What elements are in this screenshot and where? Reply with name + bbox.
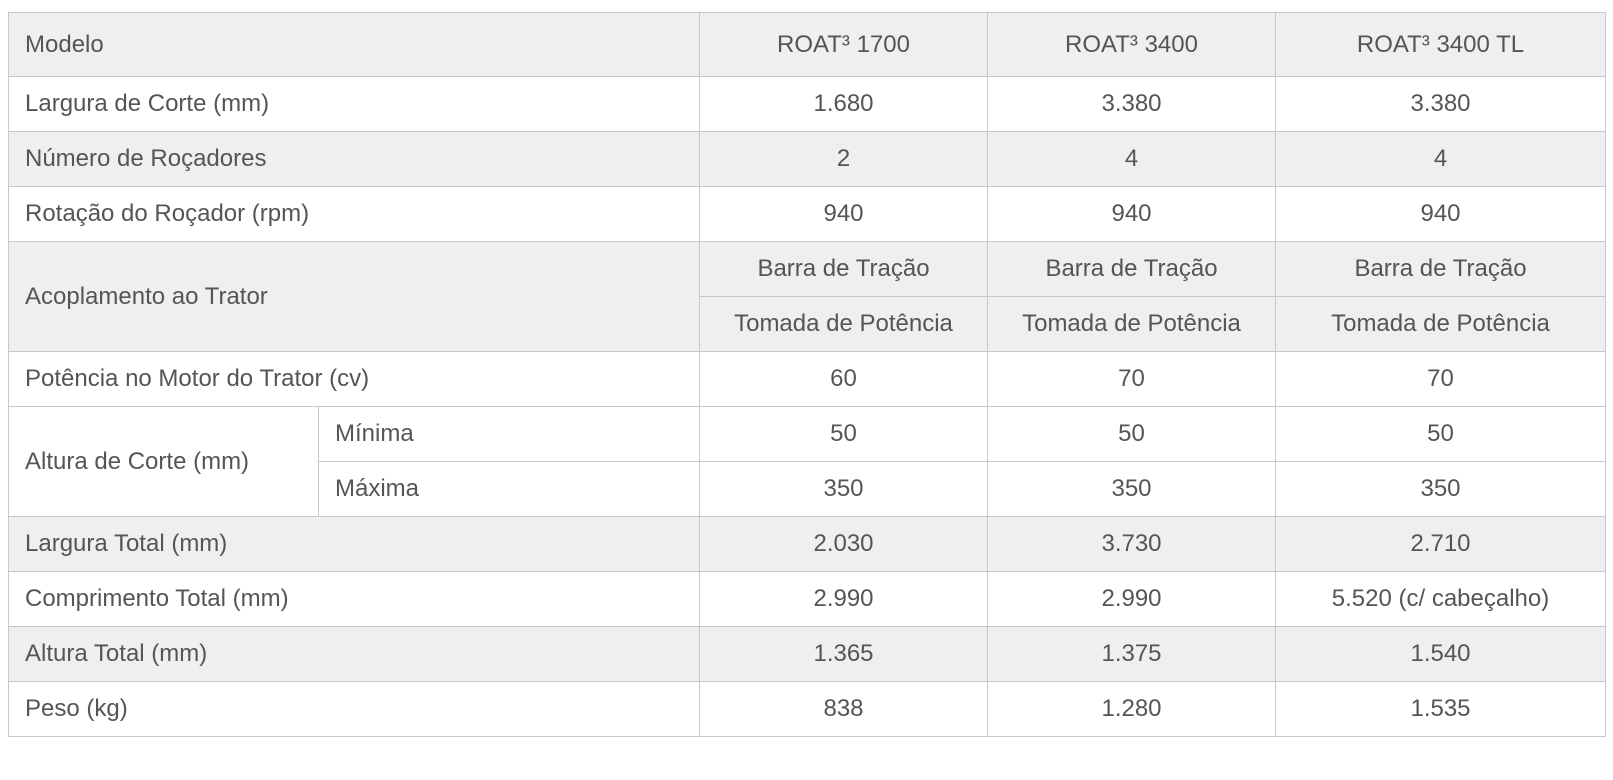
row-label: Altura de Corte (mm) [9, 407, 319, 517]
row-peso [9, 682, 1606, 737]
row-label: Potência no Motor do Trator (cv) [9, 352, 700, 407]
cell-value: 1.280 [988, 682, 1276, 737]
header-row [9, 13, 1606, 77]
cell-value: 2 [700, 132, 988, 187]
cell-value: 3.380 [1276, 77, 1606, 132]
cell-value: Tomada de Potência [988, 297, 1276, 352]
cell-value: 2.710 [1276, 517, 1606, 572]
row-label: Comprimento Total (mm) [9, 572, 700, 627]
cell-value: 1.540 [1276, 627, 1606, 682]
cell-value: 50 [700, 407, 988, 462]
cell-value: 4 [1276, 132, 1606, 187]
cell-value: 940 [700, 187, 988, 242]
cell-value: 3.380 [988, 77, 1276, 132]
cell-value: 50 [988, 407, 1276, 462]
row-rotacao [9, 187, 1606, 242]
cell-value: 2.990 [988, 572, 1276, 627]
cell-value: 838 [700, 682, 988, 737]
row-potencia [9, 352, 1606, 407]
sub-label: Máxima [319, 462, 700, 517]
cell-value: 1.535 [1276, 682, 1606, 737]
cell-value: Barra de Tração [1276, 242, 1606, 297]
row-label: Altura Total (mm) [9, 627, 700, 682]
cell-value: 350 [988, 462, 1276, 517]
row-largura-corte [9, 77, 1606, 132]
cell-value: Barra de Tração [988, 242, 1276, 297]
sub-label: Mínima [319, 407, 700, 462]
row-altura-corte-min [9, 407, 1606, 462]
row-numero-rocadores [9, 132, 1606, 187]
cell-value: 70 [988, 352, 1276, 407]
spec-table [8, 12, 1606, 737]
cell-value: Barra de Tração [700, 242, 988, 297]
row-label: Número de Roçadores [9, 132, 700, 187]
model-2-header: ROAT³ 3400 [988, 13, 1276, 77]
row-altura-total [9, 627, 1606, 682]
cell-value: Tomada de Potência [700, 297, 988, 352]
cell-value: 1.680 [700, 77, 988, 132]
cell-value: 1.375 [988, 627, 1276, 682]
cell-value: 3.730 [988, 517, 1276, 572]
row-label: Peso (kg) [9, 682, 700, 737]
model-3-header: ROAT³ 3400 TL [1276, 13, 1606, 77]
cell-value: 350 [700, 462, 988, 517]
row-label: Acoplamento ao Trator [9, 242, 700, 352]
row-comprimento-total [9, 572, 1606, 627]
cell-value: Tomada de Potência [1276, 297, 1606, 352]
cell-value: 5.520 (c/ cabeçalho) [1276, 572, 1606, 627]
header-label: Modelo [9, 13, 700, 77]
cell-value: 60 [700, 352, 988, 407]
cell-value: 1.365 [700, 627, 988, 682]
cell-value: 350 [1276, 462, 1606, 517]
cell-value: 70 [1276, 352, 1606, 407]
cell-value: 2.990 [700, 572, 988, 627]
cell-value: 2.030 [700, 517, 988, 572]
cell-value: 4 [988, 132, 1276, 187]
model-1-header: ROAT³ 1700 [700, 13, 988, 77]
row-acoplamento-1 [9, 242, 1606, 297]
cell-value: 50 [1276, 407, 1606, 462]
row-label: Rotação do Roçador (rpm) [9, 187, 700, 242]
cell-value: 940 [1276, 187, 1606, 242]
row-label: Largura de Corte (mm) [9, 77, 700, 132]
row-largura-total [9, 517, 1606, 572]
row-label: Largura Total (mm) [9, 517, 700, 572]
cell-value: 940 [988, 187, 1276, 242]
